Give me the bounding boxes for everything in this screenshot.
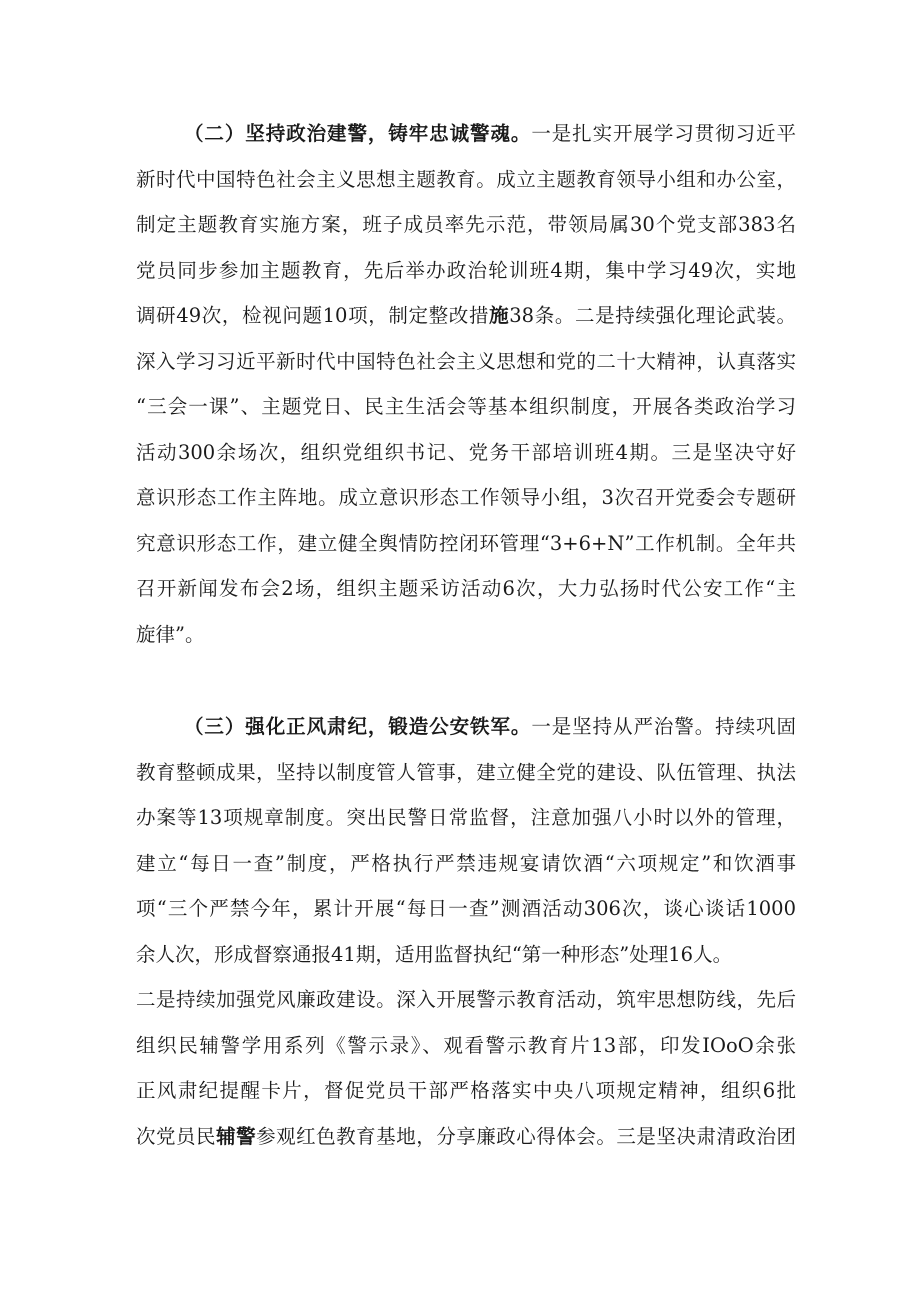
text-line: 余人次，形成督察通报41期，适用监督执纪“第一种形态”处理16人。 xyxy=(136,942,733,966)
section-heading: （三）强化正风肃纪，锻造公安铁军。 xyxy=(184,715,532,738)
text-line: 组织民辅警学用系列《警示录》、观看警示教育片13部，印发IOoO余张 xyxy=(136,1033,796,1057)
text-line: 意识形态工作主阵地。成立意识形态工作领导小组，3次召开党委会专题研 xyxy=(136,486,796,509)
paragraph-political-building xyxy=(136,111,796,657)
text-line: 二是持续加强党风廉政建设。深入开展警示教育活动，筑牢思想防线，先后 xyxy=(136,988,796,1011)
text-line: 办案等13项规章制度。突出民警日常监督，注意加强八小时以外的管理， xyxy=(136,806,796,829)
bold-char: 施 xyxy=(489,304,510,327)
text-line: （三）强化正风肃纪，锻造公安铁军。一是坚持从严治警。持续巩固 xyxy=(184,715,796,738)
text-line: 次党员民辅警参观红色教育基地，分享廉政心得体会。三是坚决肃清政治团 xyxy=(136,1124,796,1148)
text-line: 活动300余场次，组织党组织书记、党务干部培训班4期。三是坚决守好 xyxy=(136,440,796,464)
text-line: “三会一课”、主题党日、民主生活会等基本组织制度，开展各类政治学习 xyxy=(136,395,796,418)
text-line: 旋律”。 xyxy=(136,622,205,646)
text-line: 调研49次，检视问题10项，制定整改措施38条。二是持续强化理论武装。 xyxy=(136,304,796,327)
text-line: 正风肃纪提醒卡片，督促党员干部严格落实中央八项规定精神，组织6批 xyxy=(136,1079,796,1102)
text-line: 建立“每日一查”制度，严格执行严禁违规宴请饮酒“六项规定”和饮酒事 xyxy=(136,851,796,875)
text-line: （二）坚持政治建警，铸牢忠诚警魂。一是扎实开展学习贯彻习近平 xyxy=(184,122,796,145)
bold-word: 辅警 xyxy=(216,1124,257,1148)
text-line: 党员同步参加主题教育，先后举办政治轮训班4期，集中学习49次，实地 xyxy=(136,258,796,282)
text-line: 召开新闻发布会2场，组织主题采访活动6次，大力弘扬时代公安工作“主 xyxy=(136,577,796,600)
paragraph-discipline xyxy=(136,704,796,1159)
text-line: 项“三个严禁今年，累计开展“每日一查”测酒活动306次，谈心谈话1000 xyxy=(136,897,796,920)
text-line: 教育整顿成果，坚持以制度管人管事，建立健全党的建设、队伍管理、执法 xyxy=(136,760,796,784)
text-line: 究意识形态工作，建立健全舆情防控闭环管理“3+6+N”工作机制。全年共 xyxy=(136,531,796,555)
section-heading: （二）坚持政治建警，铸牢忠诚警魂。 xyxy=(184,122,532,145)
text-line: 深入学习习近平新时代中国特色社会主义思想和党的二十大精神，认真落实 xyxy=(136,349,796,373)
text-line: 制定主题教育实施方案，班子成员率先示范，带领局属30个党支部383名 xyxy=(136,213,796,236)
text-line: 新时代中国特色社会主义思想主题教育。成立主题教育领导小组和办公室， xyxy=(136,167,796,191)
